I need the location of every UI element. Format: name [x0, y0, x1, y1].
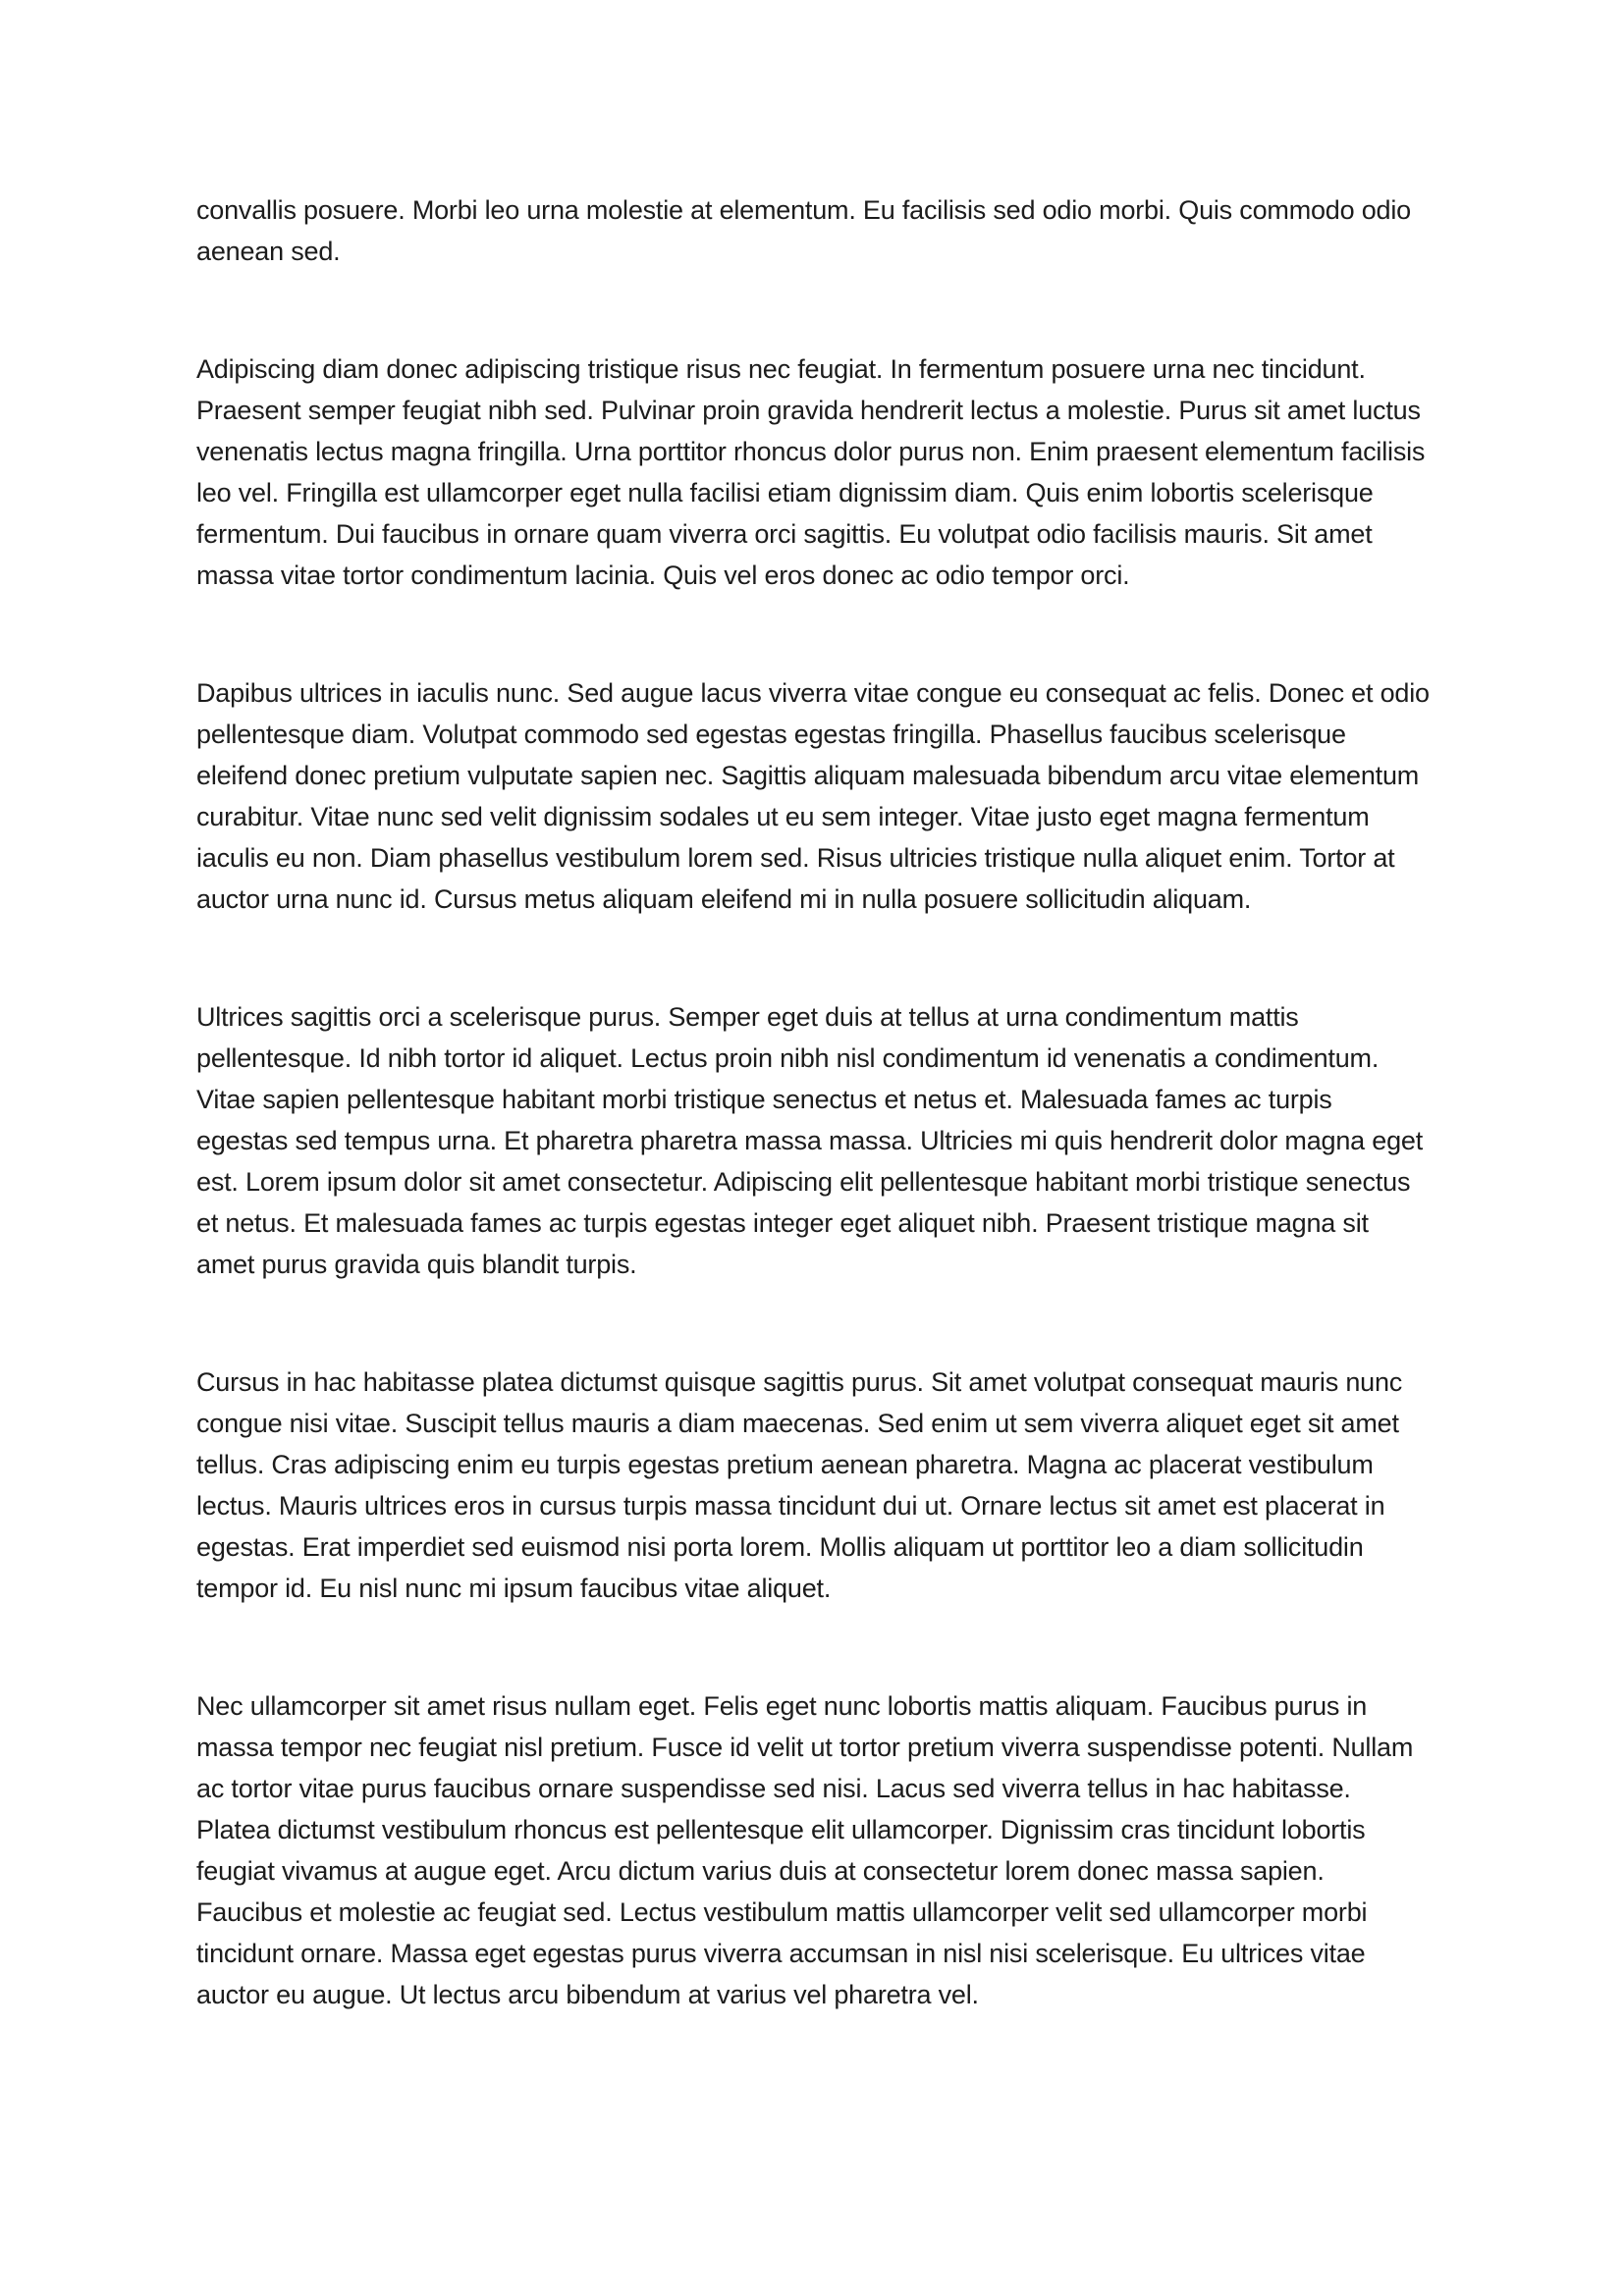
paragraph-5: Cursus in hac habitasse platea dictumst quisque sagittis purus. Sit amet volutpat consequat mauris nunc congue nisi vitae. Suscipit tellus mauris a diam maecenas. Sed enim ut sem viverra aliquet eget sit amet tellus. Cras adipiscing enim eu turpis egestas pretium aenean pharetra. Magna ac placerat vestibulum lectus. Mauris ultrices eros in cursus turpis massa tincidunt dui ut. Ornare lectus sit amet est placerat in egestas. Erat imperdiet sed euismod nisi porta lorem. Mollis aliquam ut porttitor leo a diam sollicitudin tempor id. Eu nisl nunc mi ipsum faucibus vitae aliquet. — [196, 1367, 1403, 1603]
paragraph-1: convallis posuere. Morbi leo urna molestie at elementum. Eu facilisis sed odio morbi. Quis commodo odio aenean sed. — [196, 195, 1411, 266]
paragraph-4: Ultrices sagittis orci a scelerisque purus. Semper eget duis at tellus at urna condimentum mattis pellentesque. Id nibh tortor id aliquet. Lectus proin nibh nisl condimentum id venenatis a condimentum. Vitae sapien pellentesque habitant morbi tristique senectus et netus et. Malesuada fames ac turpis egestas sed tempus urna. Et pharetra pharetra massa massa. Ultricies mi quis hendrerit dolor magna eget est. Lorem ipsum dolor sit amet consectetur. Adipiscing elit pellentesque habitant morbi tristique senectus et netus. Et malesuada fames ac turpis egestas integer eget aliquet nibh. Praesent tristique magna sit amet purus gravida quis blandit turpis. — [196, 1002, 1424, 1279]
paragraph-6: Nec ullamcorper sit amet risus nullam eget. Felis eget nunc lobortis mattis aliquam. Faucibus purus in massa tempor nec feugiat nisl pretium. Fusce id velit ut tortor pretium viverra suspendisse potenti. Nullam ac tortor vitae purus faucibus ornare suspendisse sed nisi. Lacus sed viverra tellus in hac habitasse. Platea dictumst vestibulum rhoncus est pellentesque elit ullamcorper. Dignissim cras tincidunt lobortis feugiat vivamus at augue eget. Arcu dictum varius duis at consectetur lorem donec massa sapien. Faucibus et molestie ac feugiat sed. Lectus vestibulum mattis ullamcorper velit sed ullamcorper morbi tincidunt ornare. Massa eget egestas purus viverra accumsan in nisl nisi scelerisque. Eu ultrices vitae auctor eu augue. Ut lectus arcu bibendum at varius vel pharetra vel. — [196, 1691, 1414, 2009]
paragraph-2: Adipiscing diam donec adipiscing tristique risus nec feugiat. In fermentum posuere urna nec tincidunt. Praesent semper feugiat nibh sed. Pulvinar proin gravida hendrerit lectus a molestie. Purus sit amet luctus venenatis lectus magna fringilla. Urna porttitor rhoncus dolor purus non. Enim praesent elementum facilisis leo vel. Fringilla est ullamcorper eget nulla facilisi etiam dignissim diam. Quis enim lobortis scelerisque fermentum. Dui faucibus in ornare quam viverra orci sagittis. Eu volutpat odio facilisis mauris. Sit amet massa vitae tortor condimentum lacinia. Quis vel eros donec ac odio tempor orci. — [196, 354, 1426, 590]
paragraph-3: Dapibus ultrices in iaculis nunc. Sed augue lacus viverra vitae congue eu consequat ac felis. Donec et odio pellentesque diam. Volutpat commodo sed egestas egestas fringilla. Phasellus faucibus scelerisque eleifend donec pretium vulputate sapien nec. Sagittis aliquam malesuada bibendum arcu vitae elementum curabitur. Vitae nunc sed velit dignissim sodales ut eu sem integer. Vitae justo eget magna fermentum iaculis eu non. Diam phasellus vestibulum lorem sed. Risus ultricies tristique nulla aliquet enim. Tortor at auctor urna nunc id. Cursus metus aliquam eleifend mi in nulla posuere sollicitudin aliquam. — [196, 678, 1430, 914]
